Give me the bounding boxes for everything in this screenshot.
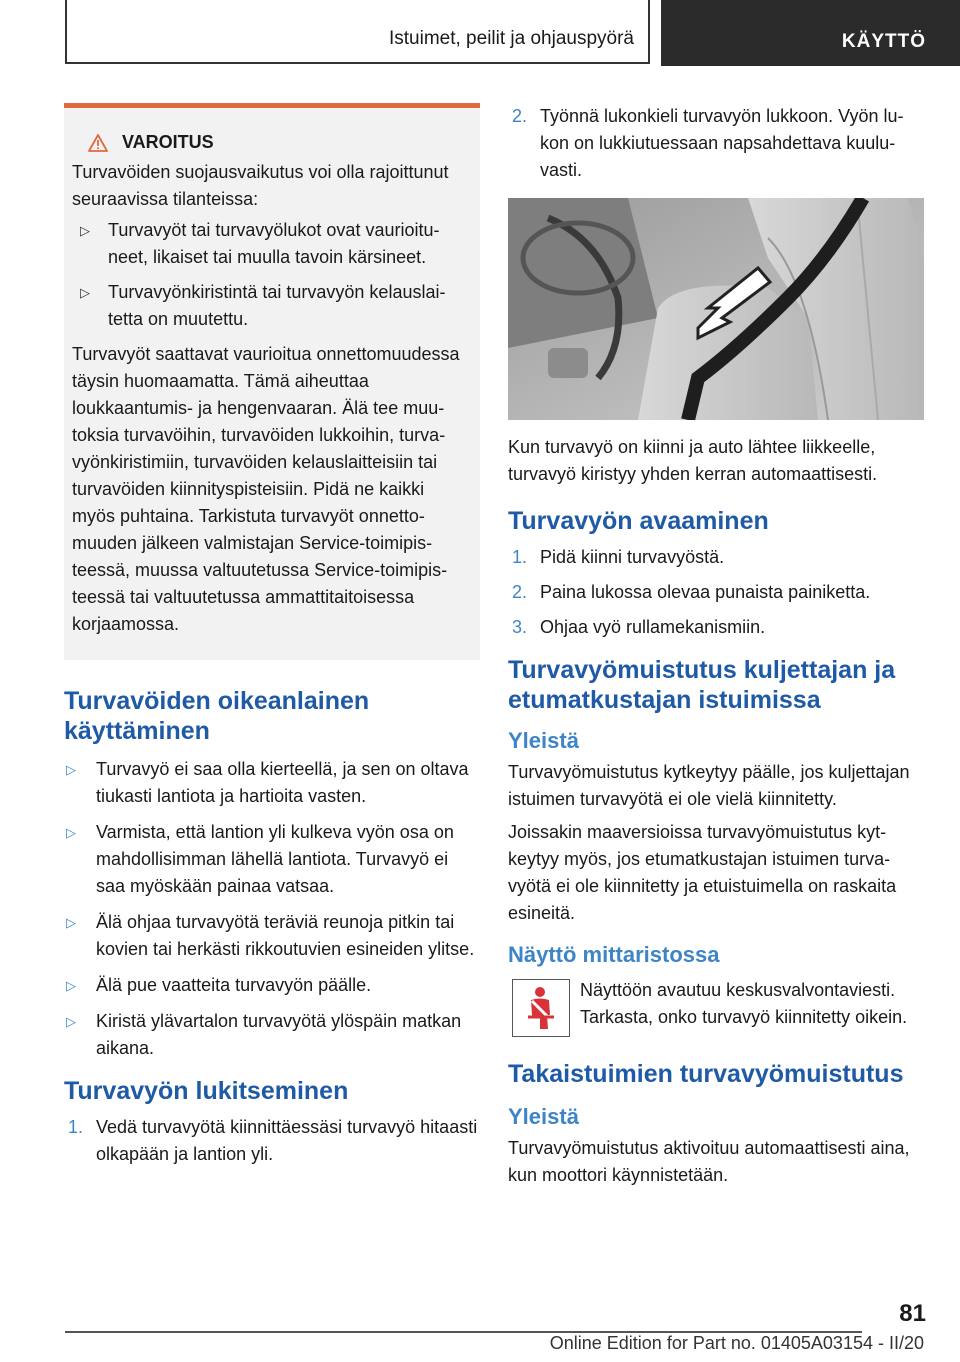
locking-steps-continued xyxy=(508,103,926,184)
seatbelt-warning-icon-box xyxy=(512,979,570,1037)
locking-steps xyxy=(64,1114,480,1168)
warning-title: VAROITUS xyxy=(122,132,214,152)
step-text: Vedä turvavyötä kiinnittäessäsi turvavyö hitaasti olkapään ja lantion yli. xyxy=(96,1117,478,1164)
list-item xyxy=(508,103,926,184)
warning-list-item: ▷ Turvavyönkiristintä tai turvavyön kelauslaitetta on muutettu. xyxy=(72,279,470,333)
warning-list xyxy=(72,217,470,333)
list-item xyxy=(64,1114,480,1168)
display-heading: Näyttö mittaristossa xyxy=(508,942,720,967)
warning-body: Turvavyöt saattavat vaurioitua onnettomuudessa täysin huomaamatta. Tämä aiheuttaa loukkaantumis- ja hengenvaaran. Älä tee muutoksia turvavöihin, turvavöiden lukkoihin, turvavyönkiristimiin, turvavöiden kelauslaitteisiin tai turvavöiden kiinnityspisteisiin. Pidä ne kaikki myös puhtaina. Tarkistuta turvavyöt onnettomuuden jälkeen valmistajan Service-toimipisteessä, muussa valtuutetussa Service-toimipisteessä tai valtuutetussa ammattitaitoisessa korjaamossa. xyxy=(72,344,460,634)
step-text: Ohjaa vyö rullamekanismiin. xyxy=(540,617,766,637)
step-number: 2. xyxy=(512,106,528,126)
warning-intro: Turvavöiden suojausvaikutus voi olla rajoittunut seuraavissa tilanteissa: xyxy=(72,162,449,209)
warning-box xyxy=(64,103,480,660)
step-number: 3. xyxy=(512,617,528,637)
reminder-front-p1: Turvavyömuistutus kytkeytyy päälle, jos kuljettajan istuimen turvavyötä ei ole vielä kiinnitetty. xyxy=(508,762,910,809)
reminder-rear-general-heading: Yleistä xyxy=(508,1104,579,1129)
reminder-front-general-heading: Yleistä xyxy=(508,728,579,753)
step-text: Työnnä lukonkieli turvavyön lukkoon. Vyön lukon on lukkiutuessaan napsahdettava kuuluvasti. xyxy=(540,106,904,180)
list-item xyxy=(508,544,926,571)
list-item: ▷ Älä pue vaatteita turvavyön päälle. xyxy=(64,972,480,999)
page-number: 81 xyxy=(899,1300,926,1327)
list-item xyxy=(508,614,926,641)
display-text: Näyttöön avautuu keskusvalvontaviesti. Tarkasta, onko turvavyö kiinnitetty oikein. xyxy=(580,980,908,1027)
right-column xyxy=(508,103,926,1189)
proper-use-list xyxy=(64,756,480,1062)
step-number: 1. xyxy=(68,1117,84,1137)
list-item: ▷ Älä ohjaa turvavyötä teräviä reunoja pitkin tai kovien tai herkästi rikkoutuvien esineiden ylitse. xyxy=(64,909,480,963)
left-column xyxy=(64,103,480,1176)
opening-heading: Turvavyön avaaminen xyxy=(508,507,769,535)
warning-title-row xyxy=(72,132,470,153)
step-number: 1. xyxy=(512,547,528,567)
list-item: ▷ Varmista, että lantion yli kulkeva vyön osa on mahdollisimman lähellä lantiota. Turvavyö ei saa myöskään painaa vatsaa. xyxy=(64,819,480,900)
step-number: 2. xyxy=(512,582,528,602)
header-chapter xyxy=(661,0,960,66)
list-item: ▷ Kiristä ylävartalon turvavyötä ylöspäin matkan aikana. xyxy=(64,1008,480,1062)
step-text: Paina lukossa olevaa punaista painiketta. xyxy=(540,582,871,602)
footer-edition: Online Edition for Part no. 01405A03154 - II/20 xyxy=(549,1333,924,1353)
header-chapter-title: KÄYTTÖ xyxy=(841,31,926,52)
seatbelt-buckle-photo xyxy=(508,198,924,420)
display-row xyxy=(508,977,926,1037)
locking-after-photo: Kun turvavyö on kiinni ja auto lähtee liikkeelle, turvavyö kiristyy yhden kerran automaattisesti. xyxy=(508,437,878,484)
reminder-rear-heading: Takaistuimien turvavyömuistutus xyxy=(508,1060,904,1088)
locking-heading: Turvavyön lukitseminen xyxy=(64,1077,349,1105)
list-item xyxy=(508,579,926,606)
list-item: ▷ Turvavyö ei saa olla kierteellä, ja sen on oltava tiukasti lantiota ja hartioita vasten. xyxy=(64,756,480,810)
proper-use-heading: Turvavöiden oikeanlainen käyttäminen xyxy=(64,687,370,745)
header-section-title: Istuimet, peilit ja ohjauspyörä xyxy=(388,28,634,49)
warning-triangle-icon xyxy=(88,134,108,152)
warning-list-item: ▷ Turvavyöt tai turvavyölukot ovat vaurioituneet, likaiset tai muulla tavoin kärsineet. xyxy=(72,217,470,271)
seatbelt-warning-icon xyxy=(520,985,562,1031)
opening-steps xyxy=(508,544,926,641)
header-section xyxy=(65,0,650,64)
reminder-front-p2: Joissakin maaversioissa turvavyömuistutus kytkeytyy myös, jos etumatkustajan istuimen turvavyötä ei ole kiinnitetty ja etuistuimella on raskaita esineitä. xyxy=(508,822,897,923)
step-text: Pidä kiinni turvavyöstä. xyxy=(540,547,725,567)
reminder-rear-p1: Turvavyömuistutus aktivoituu automaattisesti aina, kun moottori käynnistetään. xyxy=(508,1138,910,1185)
reminder-front-heading: Turvavyömuistutus kuljettajan ja etumatkustajan istuimissa xyxy=(508,656,896,714)
